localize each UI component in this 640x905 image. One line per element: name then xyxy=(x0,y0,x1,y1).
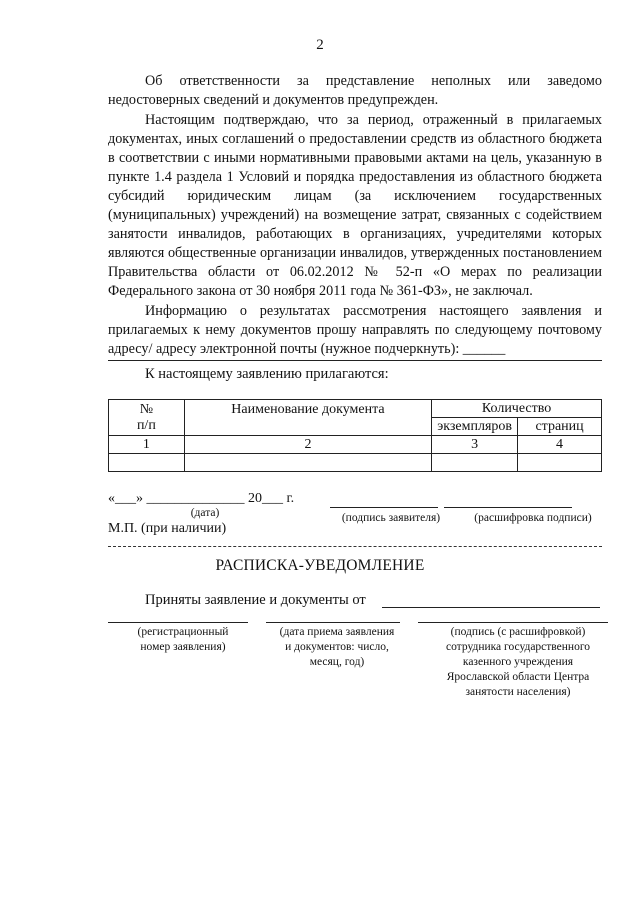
body-text xyxy=(108,72,602,360)
cut-line xyxy=(108,546,602,547)
signature-fill-line[interactable] xyxy=(330,507,438,508)
receipt-title: РАСПИСКА-УВЕДОМЛЕНИЕ xyxy=(215,557,425,574)
table-cell[interactable] xyxy=(432,454,518,472)
reg-number-caption: (регистрационный номер заявления) xyxy=(137,626,229,653)
signature-caption: (подпись заявителя) xyxy=(341,512,441,524)
employee-signature-line[interactable] xyxy=(418,622,608,623)
table-cell: 1 xyxy=(109,436,185,454)
paragraph-responsibility: Об ответственности за представление неполных или заведомо недостоверных сведений и документов предупрежден. xyxy=(108,73,602,108)
col-header-name: Наименование документа xyxy=(184,400,431,436)
date-caption: (дата) xyxy=(190,507,220,519)
table-cell[interactable] xyxy=(109,454,185,472)
accepted-from-line[interactable] xyxy=(382,607,600,608)
col-header-quantity: Количество xyxy=(432,400,602,418)
paragraph-confirmation: Настоящим подтверждаю, что за период, отраженный в прилагаемых документах, иных соглашений о предоставлении средств из областного бюджета в соответствии с иными нормативными правовыми актами на цель, указанную в пункте 1.4 раздела 1 Условий и порядка предоставления из областного бюджета субсидий юридическим лицам (за исключением государственных (муниципальных) учреждений) на возмещение затрат, связанных с содействием занятости инвалидов, работающих в организациях, учредителями которых являются общественные организации инвалидов, утвержденных постановлением Правительства области от 06.02.2012 № 52-п «О мерах по реализации Федерального закона от 30 ноября 2011 года № 361-ФЗ», не заключал. xyxy=(108,112,602,299)
attachments-title: К настоящему заявлению прилагаются: xyxy=(145,366,389,382)
receipt-date-caption: (дата приема заявления и документов: число, месяц, год) xyxy=(279,626,395,668)
table-cell[interactable] xyxy=(184,454,431,472)
table-index-row xyxy=(109,436,602,454)
accepted-from-label: Приняты заявление и документы от xyxy=(145,592,366,608)
col-header-pages: страниц xyxy=(518,418,602,436)
table-cell: 4 xyxy=(518,436,602,454)
receipt-date-line[interactable] xyxy=(266,622,400,623)
attachments-table xyxy=(108,399,602,472)
decode-caption: (расшифровка подписи) xyxy=(474,512,592,524)
decode-fill-line[interactable] xyxy=(444,507,572,508)
reg-number-line[interactable] xyxy=(108,622,248,623)
stamp-note: М.П. (при наличии) xyxy=(108,521,227,536)
table-cell: 2 xyxy=(184,436,431,454)
table-cell[interactable] xyxy=(518,454,602,472)
page-number: 2 xyxy=(316,37,324,53)
col-header-number: № п/п xyxy=(109,400,185,436)
table-cell: 3 xyxy=(432,436,518,454)
date-line[interactable]: «___» ______________ 20___ г. xyxy=(108,491,295,506)
col-header-copies: экземпляров xyxy=(432,418,518,436)
employee-signature-caption: (подпись (с расшифровкой) сотрудника государственного казенного учреждения Ярославской области Центра занятости населения) xyxy=(445,626,591,698)
paragraph-address: Информацию о результатах рассмотрения настоящего заявления и прилагаемых к нему документов прошу направлять по следующему почтовому адресу/ адресу электронной почты (нужное подчеркнуть): ______ xyxy=(108,303,602,357)
table-row[interactable] xyxy=(109,454,602,472)
address-fill-line[interactable] xyxy=(108,360,602,361)
